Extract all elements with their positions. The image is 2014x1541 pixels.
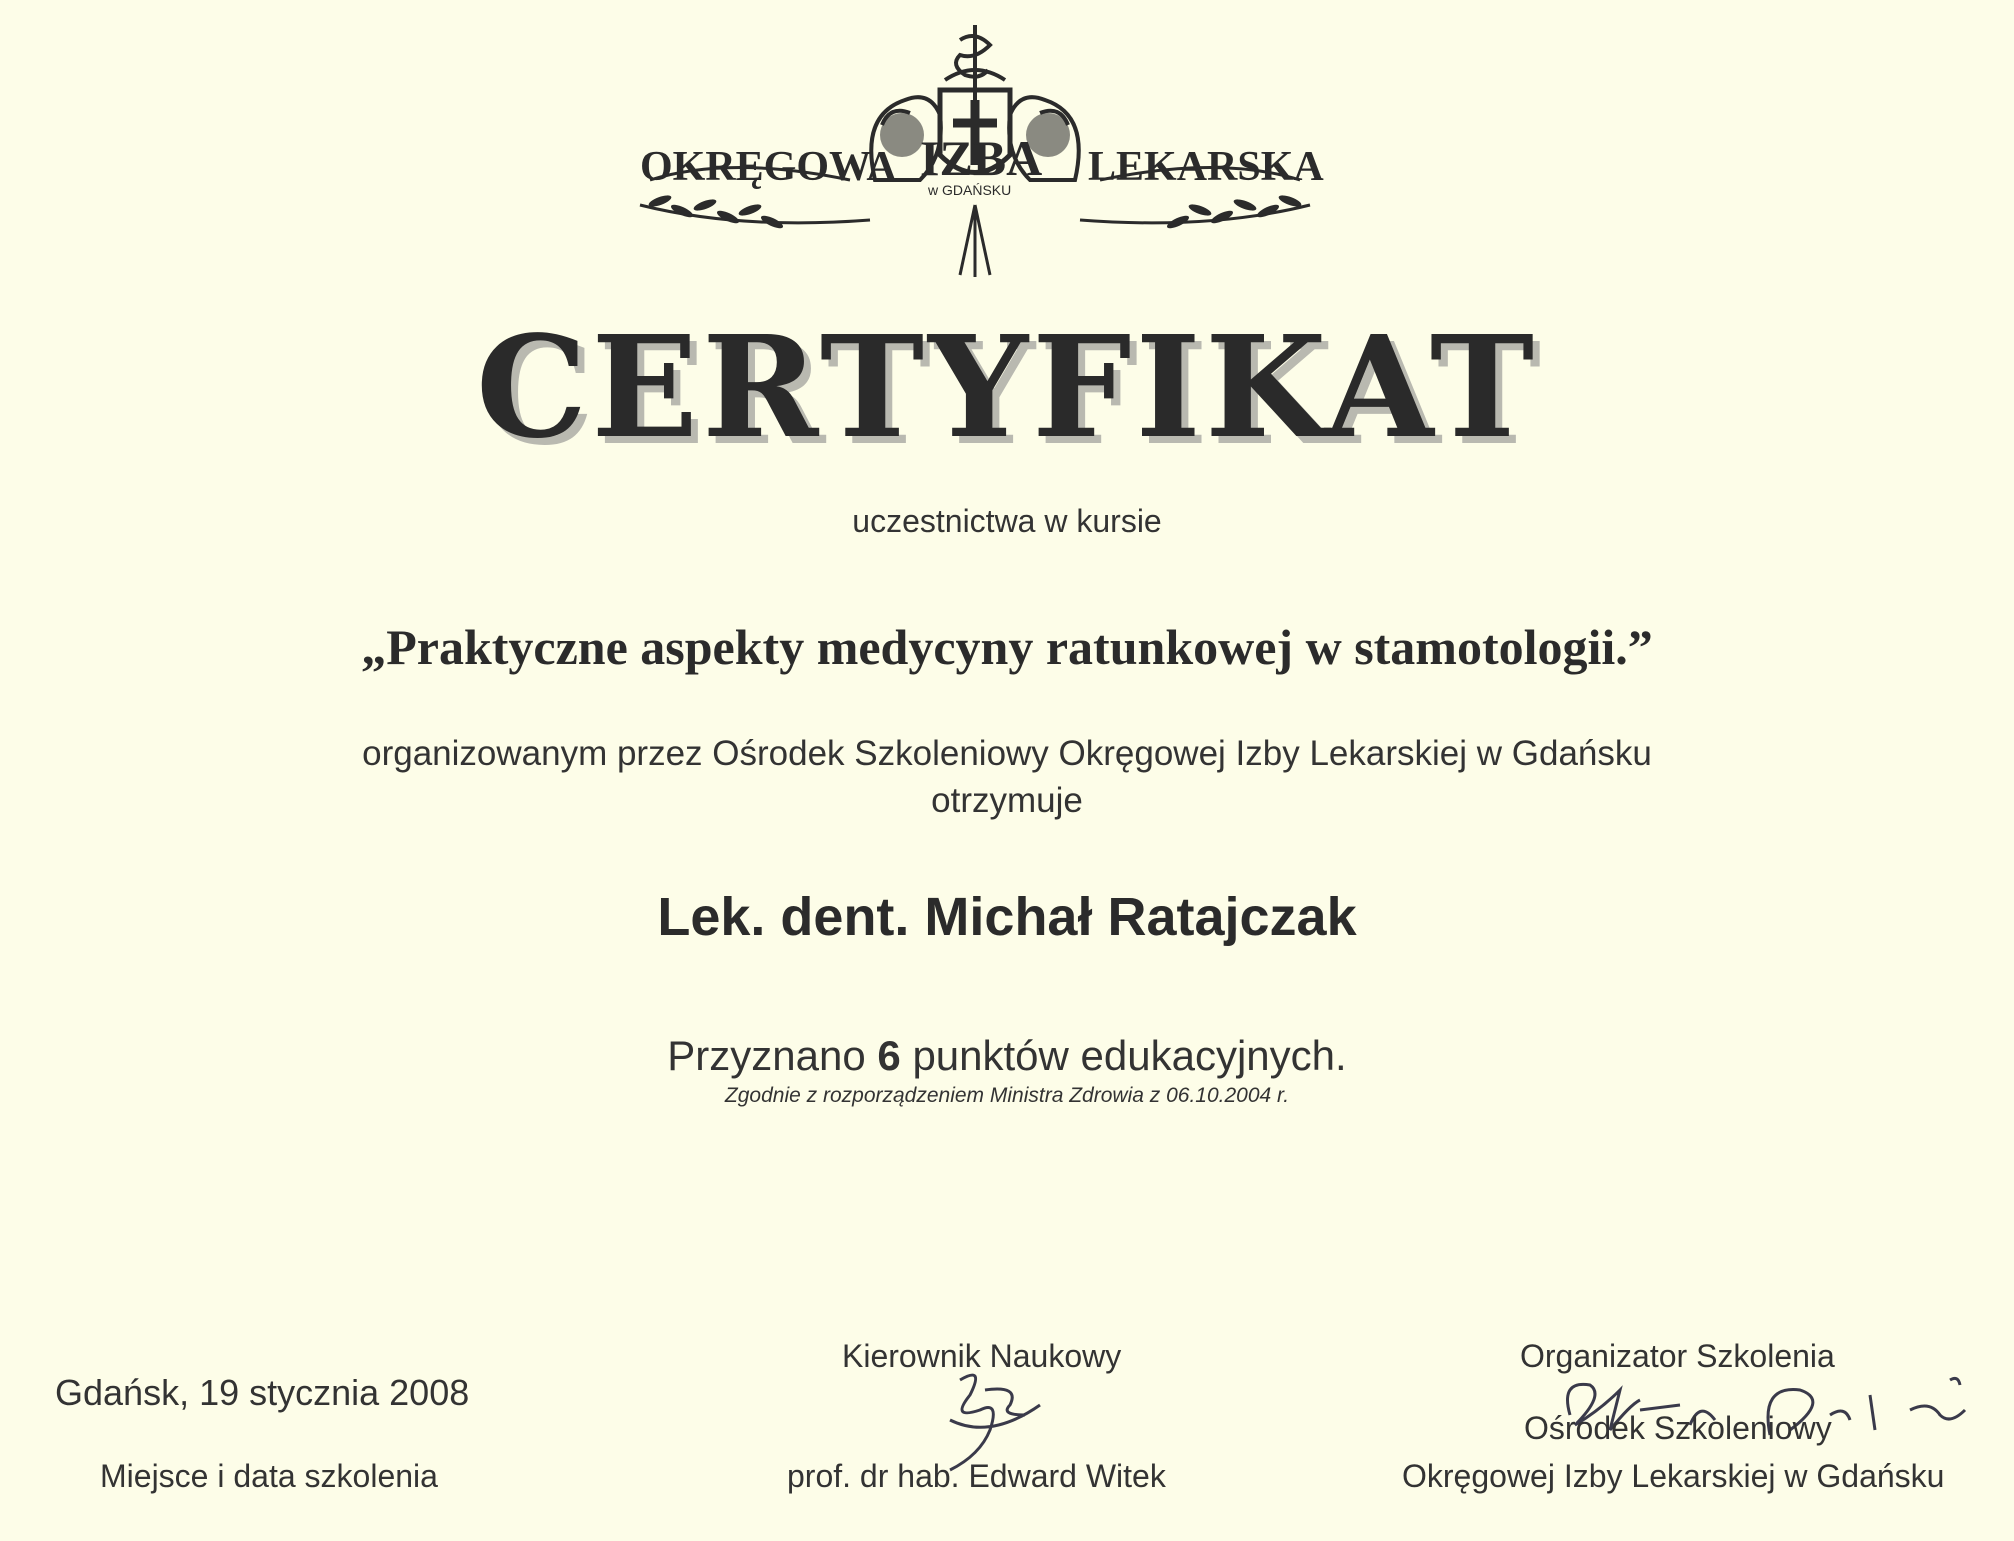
emblem-right-word: LEKARSKA xyxy=(1088,144,1324,190)
emblem-city: w GDAŃSKU xyxy=(928,182,1012,198)
emblem-left-word: OKRĘGOWA xyxy=(640,144,897,190)
organizer-block xyxy=(0,730,2014,824)
points-suffix: punktów edukacyjnych. xyxy=(912,1032,1347,1079)
receives-line: otrzymuje xyxy=(931,781,1083,820)
certificate-subtitle: uczestnictwa w kursie xyxy=(852,503,1162,539)
points-prefix: Przyznano xyxy=(667,1032,866,1079)
organizer-line: organizowanym przez Ośrodek Szkoleniowy Okręgowej Izby Lekarskiej w Gdańsku xyxy=(362,734,1652,773)
points-value: 6 xyxy=(877,1032,901,1079)
scientific-head-name: prof. dr hab. Edward Witek xyxy=(787,1458,1166,1494)
certificate-title: CERTYFIKAT xyxy=(475,306,1539,470)
emblem-center-word: IZBA xyxy=(920,130,1043,186)
organizer-name-line2: Okręgowej Izby Lekarskiej w Gdańsku xyxy=(1402,1458,1945,1494)
regulation-note: Zgodnie z rozporządzeniem Ministra Zdrowia z 06.10.2004 r. xyxy=(724,1084,1290,1107)
place-date-label: Miejsce i data szkolenia xyxy=(100,1458,438,1494)
recipient-name: Lek. dent. Michał Ratajczak xyxy=(657,887,1357,947)
place-date: Gdańsk, 19 stycznia 2008 xyxy=(55,1372,470,1413)
organizer-name-line1: Ośrodek Szkoleniowy xyxy=(1524,1410,1832,1446)
course-title: „Praktyczne aspekty medycyny ratunkowej w stamotologii.” xyxy=(361,619,1653,675)
scientific-head-label: Kierownik Naukowy xyxy=(842,1338,1122,1374)
organizer-label: Organizator Szkolenia xyxy=(1520,1338,1835,1374)
medical-chamber-emblem-icon xyxy=(620,5,1330,285)
points-line xyxy=(0,1032,2014,1080)
